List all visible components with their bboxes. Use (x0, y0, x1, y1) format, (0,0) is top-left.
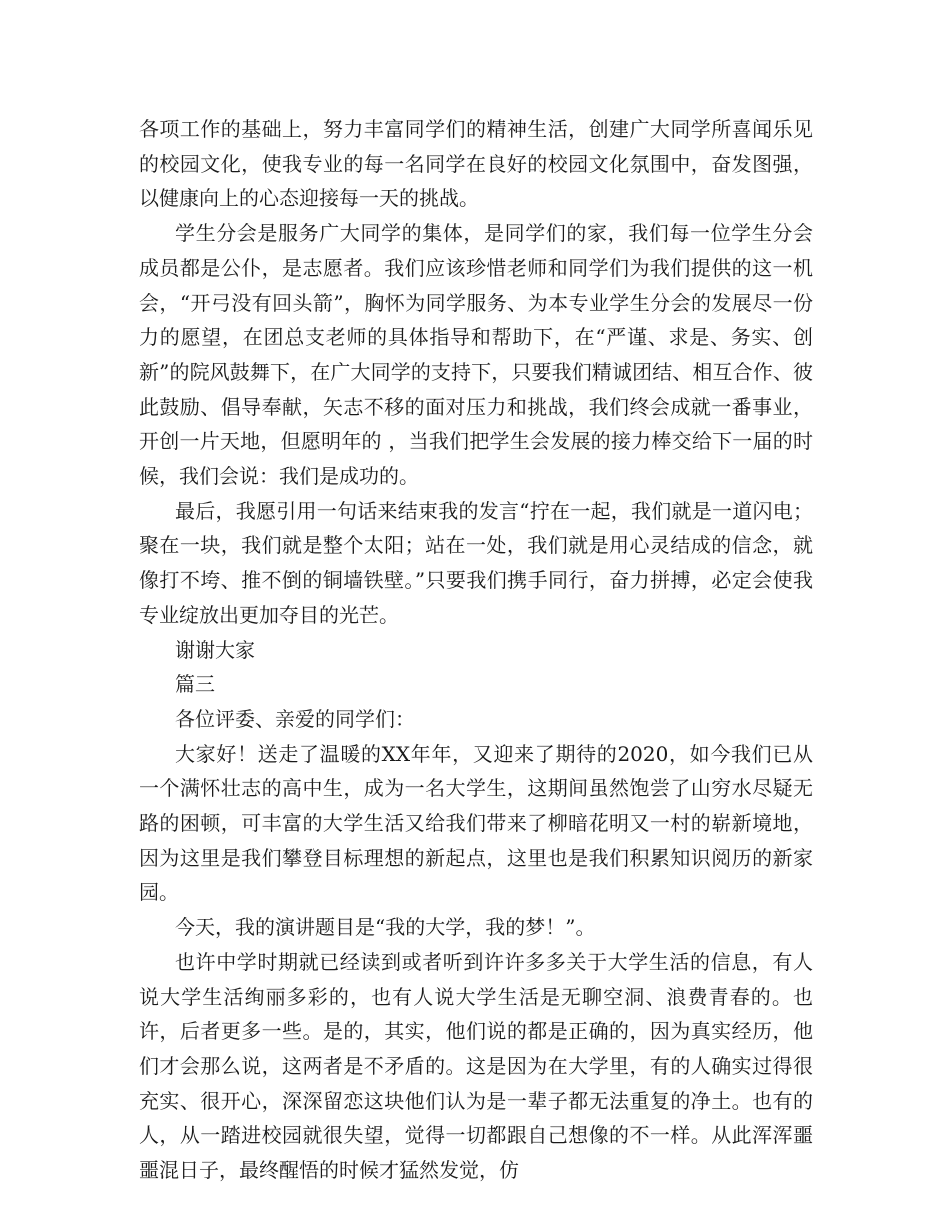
paragraph-6: 也许中学时期就已经读到或者听到许许多多关于大学生活的信息，有人说大学生活绚丽多彩的，也有人说大学生活是无聊空洞、浪费青春的。也许，后者更多一些。是的，其实，他们说的都是正确的，因为真实经历，他们才会那么说，这两者是不矛盾的。这是因为在大学里，有的人确实过得很充实、很开心，深深留恋这块他们认为是一辈子都无法重复的净土。也有的人，从一踏进校园就很失望，觉得一切都跟自己想像的不一样。从此浑浑噩噩混日子，最终醒悟的时候才猛然发觉，仿 (139, 949, 813, 1183)
paragraph-2: 学生分会是服务广大同学的集体，是同学们的家，我们每一位学生分会成员都是公仆，是志愿者。我们应该珍惜老师和同学们为我们提供的这一机会，“开弓没有回头箭”，胸怀为同学服务、为本专业学生分会的发展尽一份力的愿望，在团总支老师的具体指导和帮助下，在“严谨、求是、务实、创新”的院风鼓舞下，在广大同学的支持下，只要我们精诚团结、相互合作、彼此鼓励、倡导奉献，矢志不移的面对压力和挑战，我们终会成就一番事业，开创一片天地，但愿明年的 ，当我们把学生会发展的接力棒交给下一届的时候，我们会说：我们是成功的。 (139, 221, 813, 489)
paragraph-1: 各项工作的基础上，努力丰富同学们的精神生活，创建广大同学所喜闻乐见的校园文化，使我专业的每一名同学在良好的校园文化氛围中，奋发图强，以健康向上的心态迎接每一天的挑战。 (139, 117, 813, 211)
document-body (139, 112, 813, 1188)
salutation: 各位评委、亲爱的同学们： (175, 706, 415, 731)
paragraph-4: 大家好！送走了温暖的XX年年，又迎来了期待的2020，如今我们已从一个满怀壮志的高中生，成为一名大学生，这期间虽然饱尝了山穷水尽疑无路的困顿，可丰富的大学生活又给我们带来了柳暗花明又一村的崭新境地，因为这里是我们攀登目标理想的新起点，这里也是我们积累知识阅历的新家园。 (139, 741, 813, 905)
section-heading: 篇三 (175, 672, 215, 697)
paragraph-3: 最后，我愿引用一句话来结束我的发言“拧在一起，我们就是一道闪电；聚在一块，我们就是整个太阳；站在一处，我们就是用心灵结成的信念，就像打不垮、推不倒的铜墙铁壁。”只要我们携手同行，奋力拼搏，必定会使我专业绽放出更加夺目的光芒。 (139, 498, 813, 627)
paragraph-5: 今天，我的演讲题目是“我的大学，我的梦！”。 (175, 915, 596, 940)
closing-thanks: 谢谢大家 (175, 637, 255, 662)
